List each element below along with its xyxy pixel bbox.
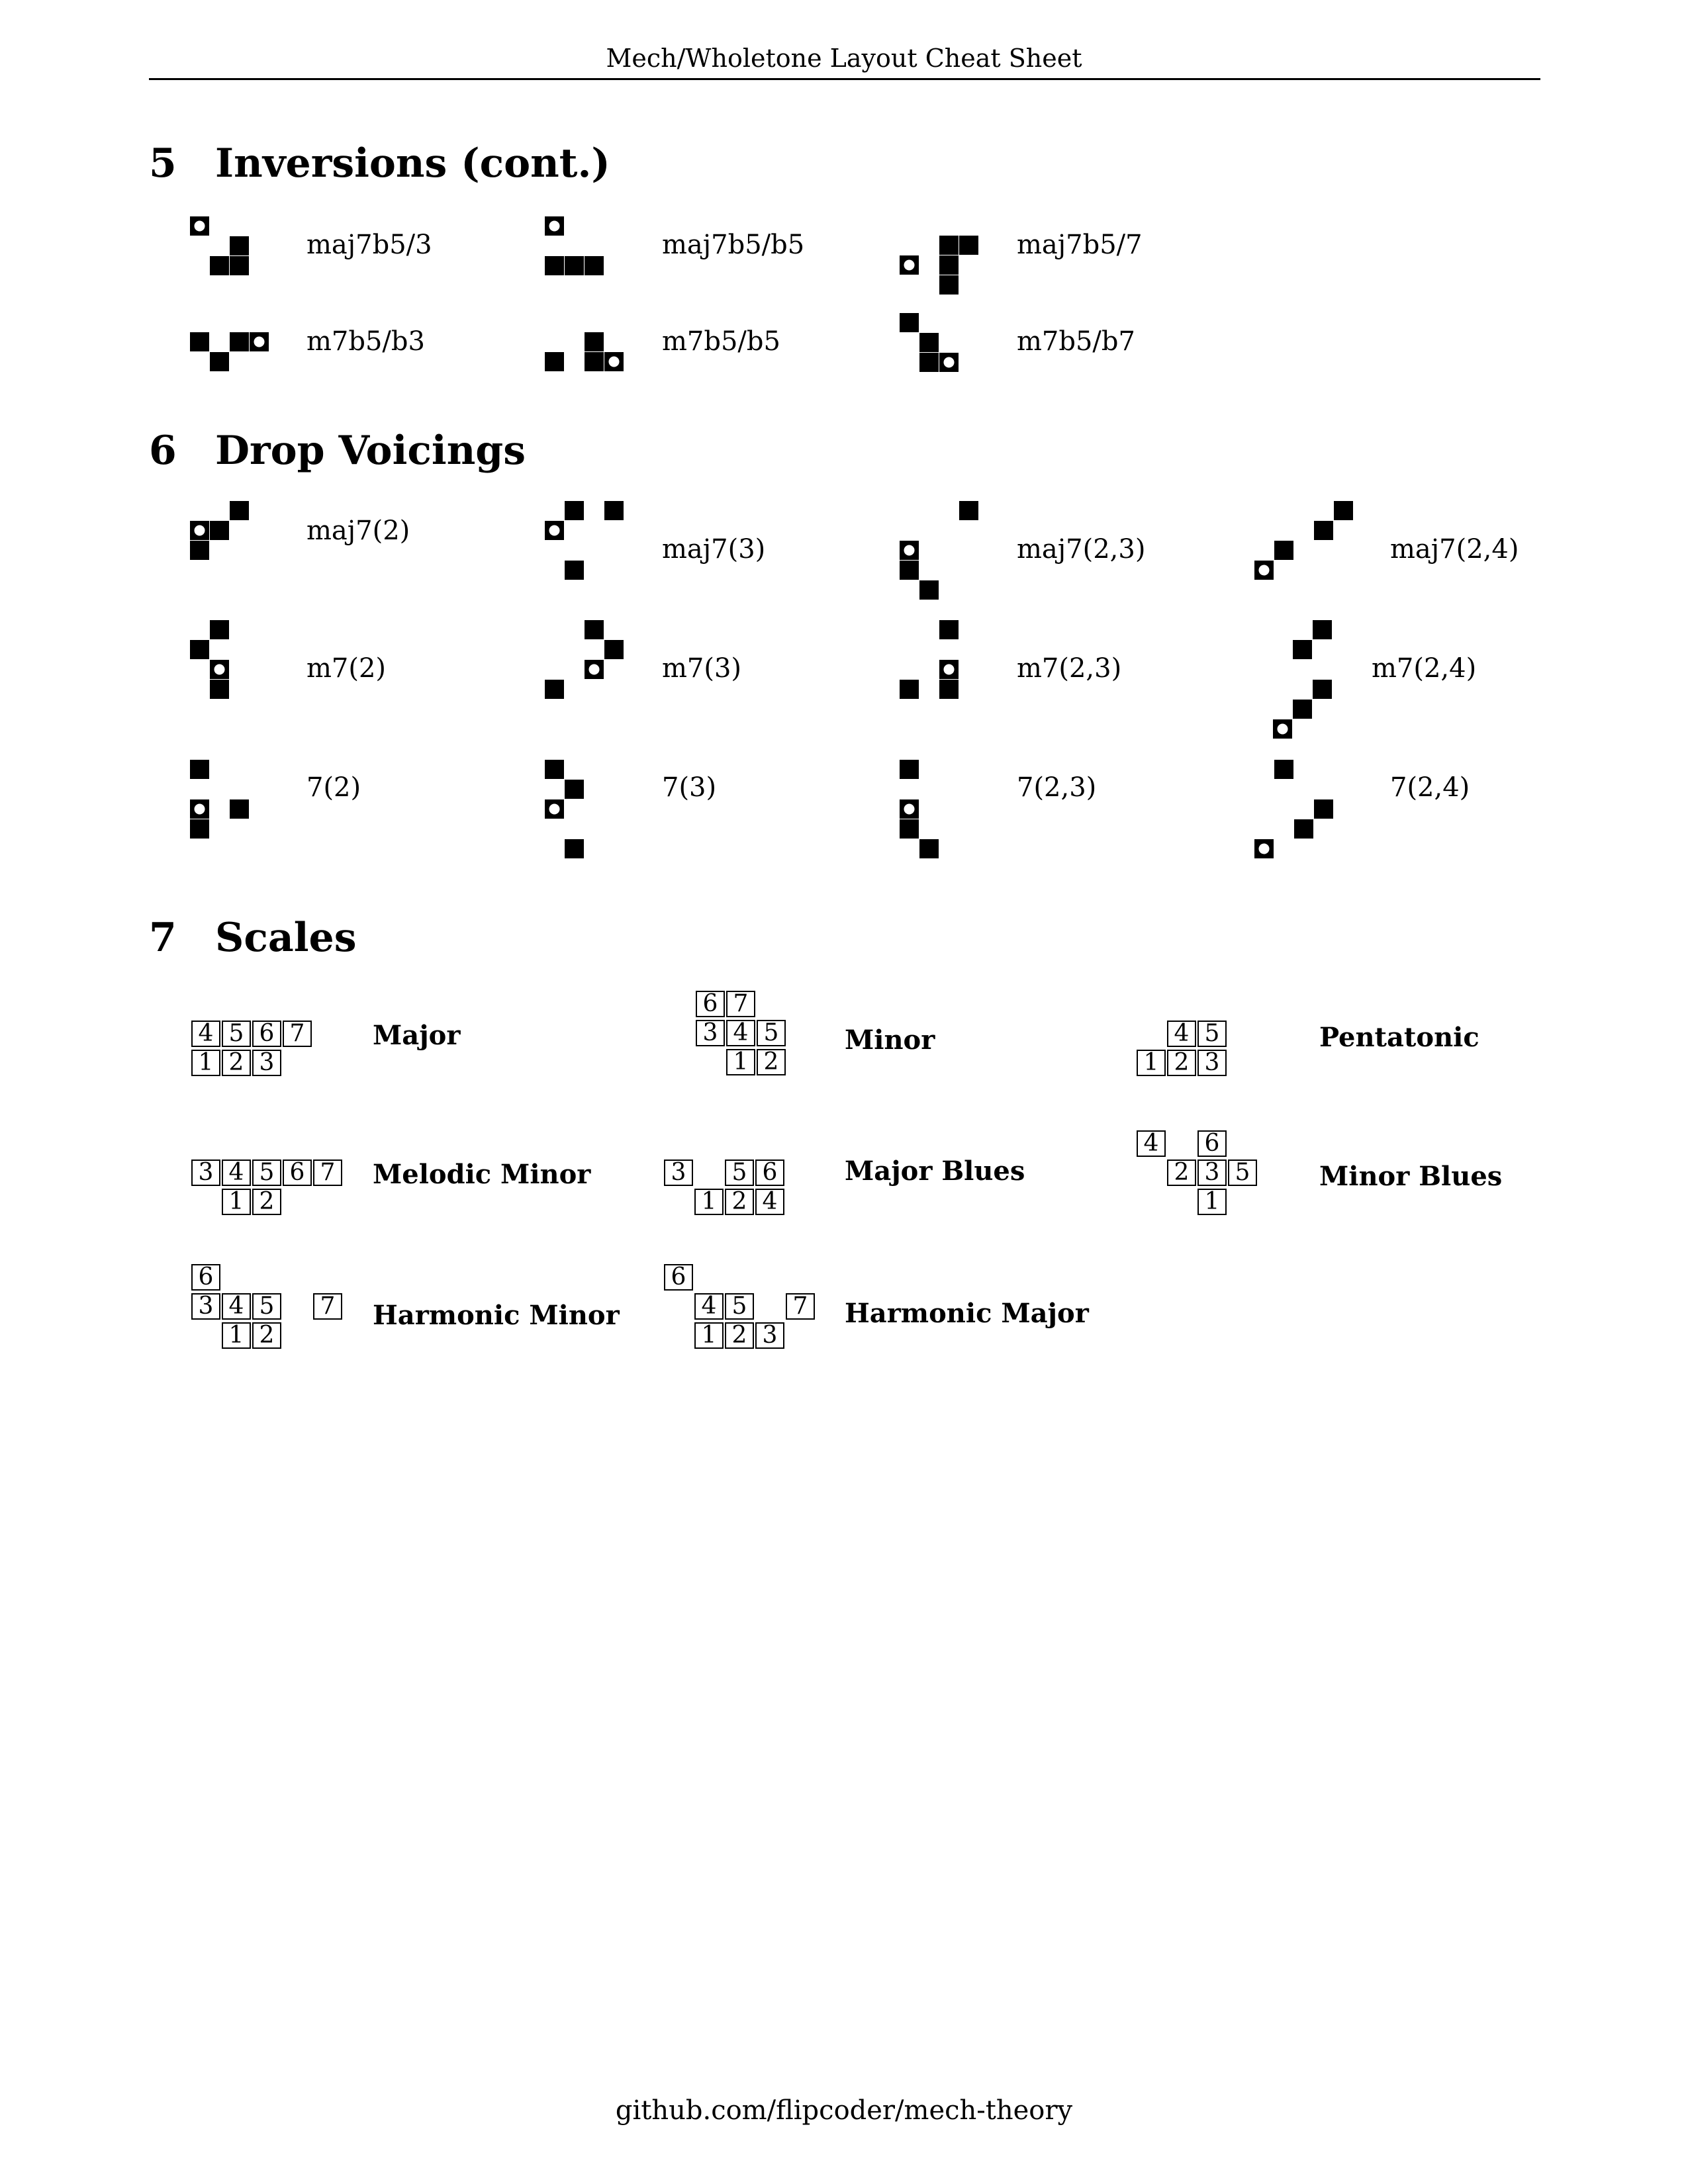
- root-note-block: [210, 660, 229, 679]
- note-block: [1314, 521, 1333, 540]
- scale-degree-cell: 5: [725, 1293, 754, 1320]
- scale-degree-cell: 7: [786, 1293, 815, 1320]
- note-block: [1294, 819, 1313, 839]
- root-note-block: [545, 521, 564, 540]
- note-block: [545, 680, 564, 699]
- inversion-6-label: m7b5/b7: [1017, 326, 1135, 357]
- drop-voicing-8-label: m7(2,4): [1372, 653, 1477, 684]
- scale-degree-cell: 4: [755, 1189, 784, 1215]
- scale-degree-cell: 3: [664, 1160, 693, 1186]
- drop-voicing-9-label: 7(2): [306, 772, 361, 803]
- note-block: [230, 236, 249, 255]
- scale-degree-cell: 7: [313, 1160, 342, 1186]
- note-block: [565, 501, 584, 520]
- scale-degree-cell: 1: [1197, 1189, 1227, 1215]
- scale-degree-cell: 2: [1167, 1160, 1196, 1186]
- scale-label-8: Harmonic Major: [845, 1298, 1089, 1329]
- root-note-block: [250, 332, 269, 351]
- note-block: [565, 839, 584, 858]
- scale-degree-cell: 3: [252, 1050, 281, 1076]
- note-block: [1313, 620, 1332, 639]
- note-block: [1293, 700, 1312, 719]
- note-block: [585, 620, 604, 639]
- note-block: [939, 275, 959, 295]
- section-heading: Scales: [215, 915, 357, 961]
- note-block: [939, 236, 959, 255]
- root-note-block: [585, 660, 604, 679]
- running-header: Mech/Wholetone Layout Cheat Sheet: [606, 44, 1082, 73]
- scale-degree-cell: 5: [725, 1160, 754, 1186]
- section-number: 6: [149, 428, 177, 474]
- scale-degree-cell: 2: [725, 1322, 754, 1349]
- drop-voicing-7-diagram: [900, 620, 959, 700]
- scale-degree-cell: 7: [283, 1021, 312, 1047]
- note-block: [1274, 760, 1293, 779]
- drop-voicing-6-label: m7(3): [662, 653, 742, 684]
- note-block: [190, 332, 209, 351]
- note-block: [900, 680, 919, 699]
- inversion-1-diagram: [190, 216, 250, 276]
- drop-voicing-4-label: maj7(2,4): [1390, 534, 1519, 565]
- scale-degree-cell: 3: [191, 1160, 220, 1186]
- note-block: [1274, 541, 1293, 560]
- inversion-2-label: maj7b5/b5: [662, 230, 805, 260]
- note-block: [190, 819, 209, 839]
- root-note-block: [939, 660, 959, 679]
- note-block: [230, 501, 249, 520]
- scale-degree-cell: 4: [222, 1293, 251, 1320]
- section-number: 7: [149, 915, 177, 961]
- note-block: [900, 760, 919, 779]
- scale-degree-cell: 5: [1228, 1160, 1257, 1186]
- inversion-4-diagram: [190, 332, 269, 372]
- inversion-3-diagram: [900, 236, 979, 295]
- root-note-block: [1254, 561, 1274, 580]
- drop-voicing-10-diagram: [545, 760, 585, 859]
- inversion-4-label: m7b5/b3: [306, 326, 425, 357]
- note-block: [190, 760, 209, 779]
- note-block: [919, 580, 939, 600]
- note-block: [565, 256, 584, 275]
- note-block: [900, 561, 919, 580]
- scale-degree-cell: 4: [726, 1020, 755, 1046]
- scale-label-6: Minor Blues: [1319, 1161, 1503, 1192]
- scale-degree-cell: 2: [252, 1322, 281, 1349]
- inversion-3-label: maj7b5/7: [1017, 230, 1143, 260]
- scale-degree-cell: 1: [726, 1049, 755, 1075]
- scale-label-5: Major Blues: [845, 1156, 1025, 1187]
- header-rule: [149, 78, 1540, 80]
- note-block: [919, 353, 939, 372]
- root-note-block: [900, 541, 919, 560]
- note-block: [210, 620, 229, 639]
- drop-voicing-3-diagram: [900, 501, 979, 600]
- scale-degree-cell: 5: [252, 1293, 281, 1320]
- note-block: [1314, 799, 1333, 819]
- note-block: [190, 640, 209, 659]
- section-number: 5: [149, 140, 177, 187]
- scale-degree-cell: 6: [1197, 1130, 1227, 1157]
- root-note-block: [190, 799, 209, 819]
- note-block: [210, 352, 229, 371]
- drop-voicing-4-diagram: [1254, 501, 1354, 580]
- note-block: [919, 839, 939, 858]
- drop-voicing-11-diagram: [900, 760, 939, 859]
- scale-label-1: Major: [373, 1020, 461, 1051]
- scale-degree-cell: 3: [1197, 1050, 1227, 1076]
- inversion-5-diagram: [545, 332, 624, 372]
- drop-voicing-6-diagram: [545, 620, 624, 700]
- scale-degree-cell: 4: [1167, 1021, 1196, 1047]
- scale-degree-cell: 1: [694, 1189, 724, 1215]
- scale-degree-cell: 5: [757, 1020, 786, 1046]
- note-block: [900, 819, 919, 839]
- scale-degree-cell: 1: [222, 1189, 251, 1215]
- note-block: [190, 541, 209, 560]
- scale-degree-cell: 5: [222, 1021, 251, 1047]
- note-block: [939, 255, 959, 275]
- drop-voicing-2-label: maj7(3): [662, 534, 766, 565]
- note-block: [1293, 640, 1312, 659]
- root-note-block: [900, 799, 919, 819]
- drop-voicing-5-label: m7(2): [306, 653, 387, 684]
- drop-voicing-9-diagram: [190, 760, 250, 839]
- scale-degree-cell: 2: [222, 1050, 251, 1076]
- section-title-scales: [149, 915, 357, 961]
- root-note-block: [190, 216, 209, 236]
- scale-degree-cell: 6: [696, 991, 725, 1017]
- note-block: [959, 501, 978, 520]
- root-note-block: [545, 799, 564, 819]
- note-block: [585, 352, 604, 371]
- note-block: [210, 256, 229, 275]
- note-block: [939, 620, 959, 639]
- scale-degree-cell: 6: [755, 1160, 784, 1186]
- note-block: [1334, 501, 1353, 520]
- inversion-6-diagram: [900, 313, 959, 373]
- scale-degree-cell: 6: [191, 1264, 220, 1291]
- scale-label-2: Minor: [845, 1024, 935, 1056]
- note-block: [939, 680, 959, 699]
- root-note-block: [900, 255, 919, 275]
- drop-voicing-12-diagram: [1254, 760, 1334, 859]
- scale-degree-cell: 1: [222, 1322, 251, 1349]
- scale-degree-cell: 2: [252, 1189, 281, 1215]
- note-block: [545, 760, 564, 779]
- note-block: [230, 799, 249, 819]
- scale-degree-cell: 3: [755, 1322, 784, 1349]
- scale-degree-cell: 4: [1137, 1130, 1166, 1157]
- scale-degree-cell: 1: [694, 1322, 724, 1349]
- scale-degree-cell: 1: [191, 1050, 220, 1076]
- scale-degree-cell: 2: [757, 1049, 786, 1075]
- scale-label-4: Melodic Minor: [373, 1159, 591, 1190]
- note-block: [604, 501, 624, 520]
- inversion-2-diagram: [545, 216, 604, 276]
- scale-degree-cell: 7: [726, 991, 755, 1017]
- note-block: [545, 256, 564, 275]
- note-block: [545, 352, 564, 371]
- scale-degree-cell: 6: [664, 1264, 693, 1291]
- scale-degree-cell: 3: [696, 1020, 725, 1046]
- section-heading: Drop Voicings: [215, 428, 526, 474]
- scale-label-7: Harmonic Minor: [373, 1300, 620, 1331]
- scale-degree-cell: 2: [725, 1189, 754, 1215]
- inversion-1-label: maj7b5/3: [306, 230, 432, 260]
- scale-degree-cell: 4: [191, 1021, 220, 1047]
- note-block: [565, 780, 584, 799]
- note-block: [900, 313, 919, 332]
- root-note-block: [939, 353, 959, 372]
- drop-voicing-2-diagram: [545, 501, 624, 580]
- scale-degree-cell: 6: [252, 1021, 281, 1047]
- drop-voicing-8-diagram: [1273, 620, 1333, 739]
- note-block: [230, 332, 249, 351]
- scale-degree-cell: 7: [313, 1293, 342, 1320]
- note-block: [1313, 680, 1332, 699]
- drop-voicing-1-label: maj7(2): [306, 516, 410, 546]
- note-block: [959, 236, 978, 255]
- section-heading: Inversions (cont.): [215, 140, 610, 187]
- drop-voicing-1-diagram: [190, 501, 250, 561]
- note-block: [565, 561, 584, 580]
- scale-degree-cell: 1: [1137, 1050, 1166, 1076]
- note-block: [210, 521, 229, 540]
- drop-voicing-11-label: 7(2,3): [1017, 772, 1097, 803]
- note-block: [585, 332, 604, 351]
- note-block: [230, 256, 249, 275]
- section-title-inversions: [149, 140, 610, 187]
- note-block: [604, 640, 624, 659]
- scale-degree-cell: 4: [694, 1293, 724, 1320]
- inversion-5-label: m7b5/b5: [662, 326, 780, 357]
- scale-degree-cell: 5: [1197, 1021, 1227, 1047]
- drop-voicing-5-diagram: [190, 620, 230, 700]
- root-note-block: [545, 216, 564, 236]
- scale-degree-cell: 3: [1197, 1160, 1227, 1186]
- note-block: [585, 256, 604, 275]
- footer-link[interactable]: github.com/flipcoder/mech-theory: [615, 2095, 1073, 2126]
- drop-voicing-12-label: 7(2,4): [1390, 772, 1470, 803]
- drop-voicing-10-label: 7(3): [662, 772, 717, 803]
- scale-degree-cell: 4: [222, 1160, 251, 1186]
- scale-label-3: Pentatonic: [1319, 1022, 1479, 1053]
- scale-degree-cell: 2: [1167, 1050, 1196, 1076]
- scale-degree-cell: 5: [252, 1160, 281, 1186]
- root-note-block: [1273, 719, 1292, 739]
- note-block: [919, 333, 939, 352]
- section-title-drop-voicings: [149, 428, 526, 474]
- scale-degree-cell: 3: [191, 1293, 220, 1320]
- root-note-block: [190, 521, 209, 540]
- root-note-block: [1254, 839, 1274, 858]
- note-block: [210, 680, 229, 699]
- scale-degree-cell: 6: [283, 1160, 312, 1186]
- drop-voicing-3-label: maj7(2,3): [1017, 534, 1146, 565]
- drop-voicing-7-label: m7(2,3): [1017, 653, 1122, 684]
- root-note-block: [604, 352, 624, 371]
